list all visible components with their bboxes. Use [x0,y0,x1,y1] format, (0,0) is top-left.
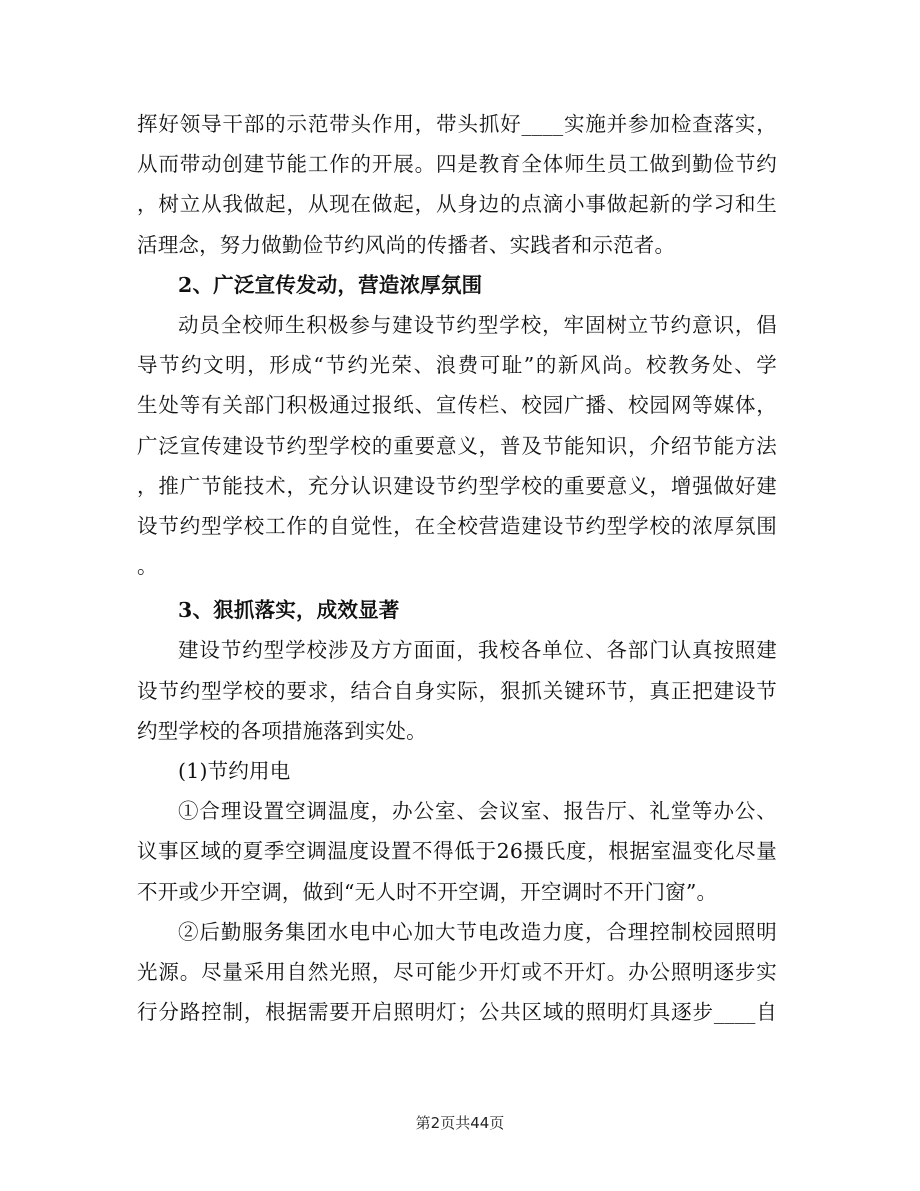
text-line: 从而带动创建节能工作的开展。四是教育全体师生员工做到勤俭节约 [137,152,777,177]
text-line: 活理念，努力做勤俭节约风尚的传播者、实践者和示范者。 [137,232,676,257]
text-line: ，树立从我做起，从现在做起，从身边的点滴小事做起新的学习和生 [137,192,777,217]
text-line: 。 [137,554,158,579]
text-line: ，推广节能技术，充分认识建设节约型学校的重要意义，增强做好建 [137,473,777,498]
section-heading: 3、狠抓落实，成效显著 [178,598,400,623]
text-line: 导节约文明，形成“节约光荣、浪费可耻”的新风尚。校教务处、学 [137,353,777,378]
text-line: 建设节约型学校涉及方方面面，我校各单位、各部门认真按照建 [178,638,777,663]
text-line: 广泛宣传建设节约型学校的重要意义，普及节能知识，介绍节能方法 [137,433,777,458]
text-line: 光源。尽量采用自然光照，尽可能少开灯或不开灯。办公照明逐步实 [137,959,777,984]
text-line: 挥好领导干部的示范带头作用，带头抓好____实施并参加检查落实， [137,112,777,136]
text-line: 设节约型学校的要求，结合自身实际，狠抓关键环节，真正把建设节 [137,678,777,703]
text-line: 生处等有关部门积极通过报纸、宣传栏、校园广播、校园网等媒体， [137,393,777,418]
subsection-heading: (1)节约用电 [178,759,291,783]
section-heading: 2、广泛宣传发动，营造浓厚氛围 [178,272,483,297]
document-body [137,104,777,1032]
text-line: 约型学校的各项措施落到实处。 [137,718,427,743]
text-line: ①合理设置空调温度，办公室、会议室、报告厅、礼堂等办公、 [178,799,777,824]
text-line: ②后勤服务集团水电中心加大节电改造力度，合理控制校园照明 [178,919,777,944]
text-line: 议事区域的夏季空调温度设置不得低于26摄氏度，根据室温变化尽量 [137,839,777,864]
text-line: 设节约型学校工作的自觉性，在全校营造建设节约型学校的浓厚氛围 [137,513,777,538]
text-line: 不开或少开空调，做到“无人时不开空调，开空调时不开门窗”。 [137,879,718,904]
page-number-footer: 第2页共44页 [415,1114,505,1132]
text-line: 动员全校师生积极参与建设节约型学校，牢固树立节约意识，倡 [178,312,777,337]
text-line: 行分路控制，根据需要开启照明灯；公共区域的照明灯具逐步____自 [137,1000,777,1025]
